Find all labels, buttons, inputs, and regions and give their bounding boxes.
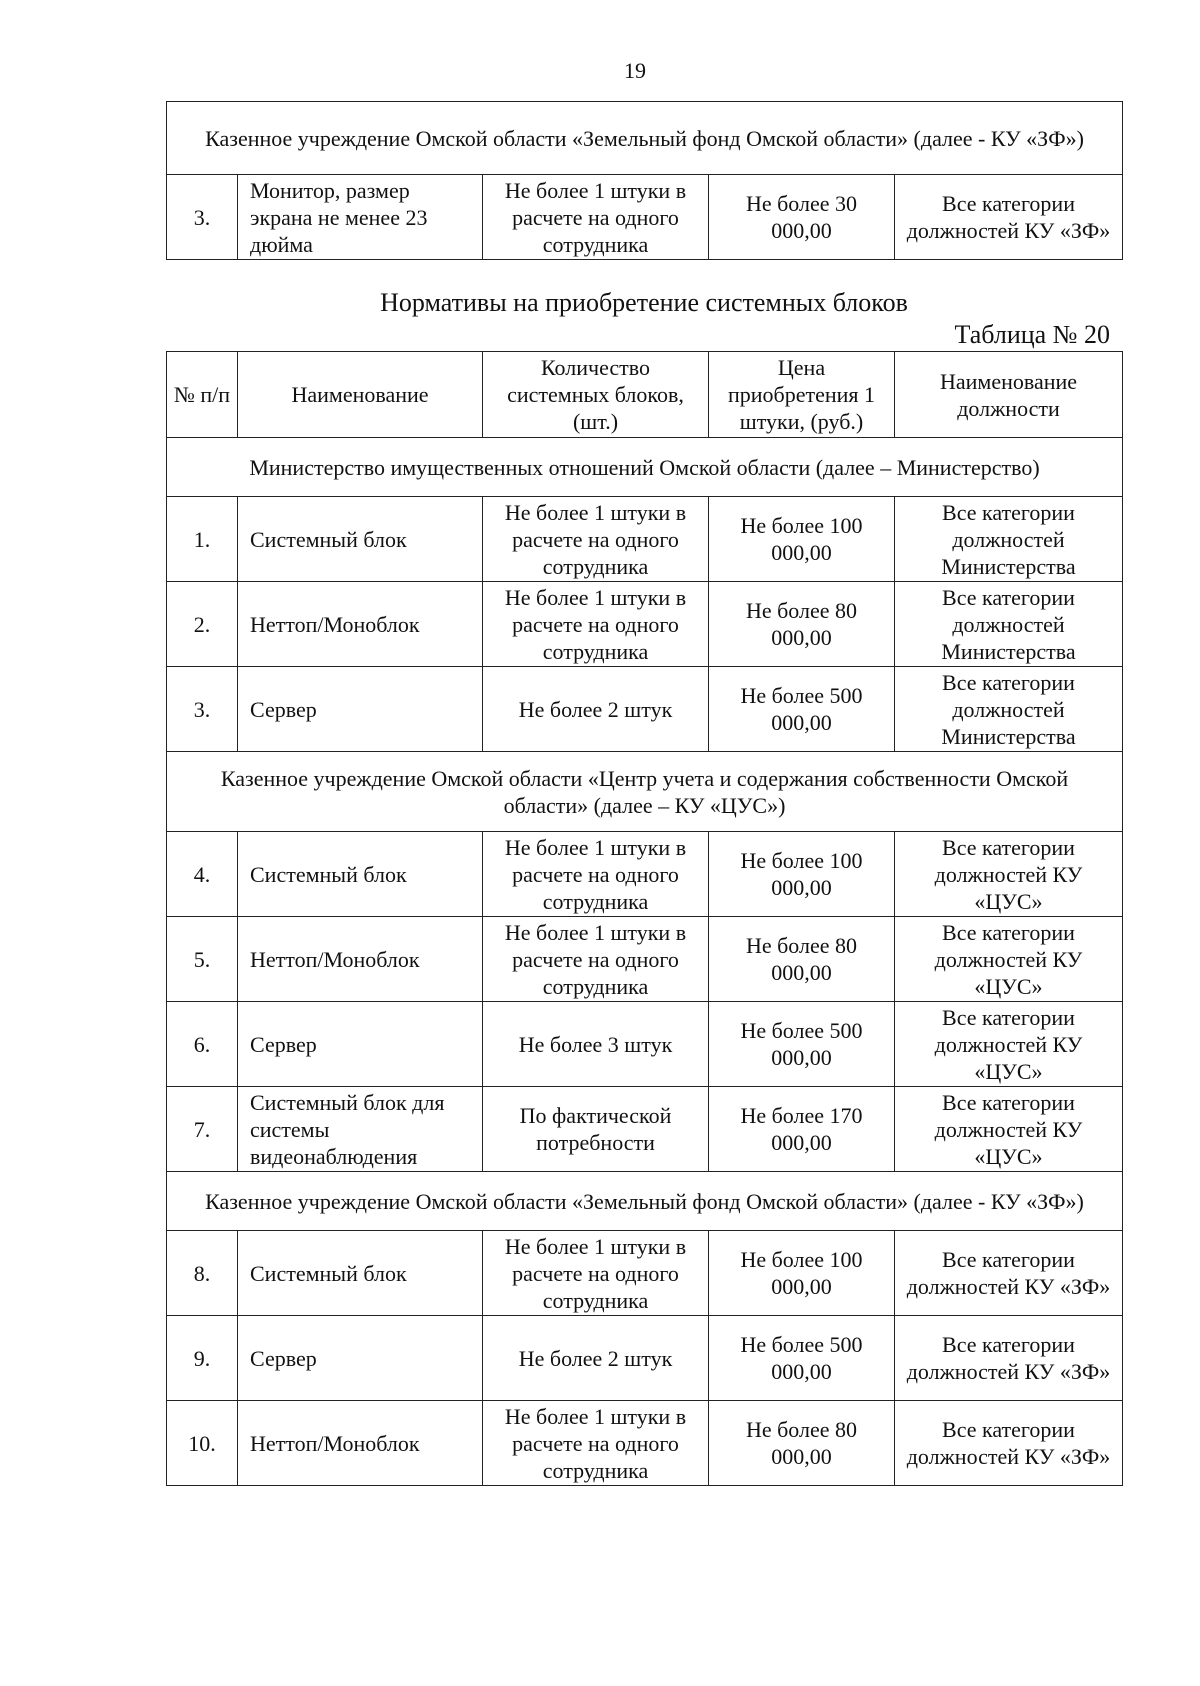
row-position: Все категории должностей КУ «ЦУС» <box>895 917 1123 1002</box>
row-quantity: Не более 1 штуки в расчете на одного сотрудника <box>483 917 709 1002</box>
row-name: Системный блок <box>238 497 483 582</box>
row-quantity: Не более 1 штуки в расчете на одного сотрудника <box>483 497 709 582</box>
row-name: Системный блок <box>238 1231 483 1316</box>
table-row <box>167 582 1123 667</box>
row-position: Все категории должностей КУ «ЗФ» <box>895 175 1123 260</box>
row-quantity: Не более 1 штуки в расчете на одного сотрудника <box>483 832 709 917</box>
row-name: Монитор, размер экрана не менее 23 дюйма <box>238 175 483 260</box>
row-name: Сервер <box>238 1316 483 1401</box>
row-price: Не более 500 000,00 <box>709 1316 895 1401</box>
row-number: 6. <box>167 1002 238 1087</box>
header-quantity: Количество системных блоков, (шт.) <box>483 352 709 438</box>
section-row <box>167 1172 1123 1231</box>
row-number: 4. <box>167 832 238 917</box>
row-price: Не более 80 000,00 <box>709 582 895 667</box>
row-number: 10. <box>167 1401 238 1486</box>
row-number: 2. <box>167 582 238 667</box>
row-name: Неттоп/Моноблок <box>238 917 483 1002</box>
row-number: 1. <box>167 497 238 582</box>
table-row <box>167 917 1123 1002</box>
row-quantity: Не более 2 штук <box>483 1316 709 1401</box>
row-position: Все категории должностей Министерства <box>895 667 1123 752</box>
table-row <box>167 1316 1123 1401</box>
row-number: 3. <box>167 175 238 260</box>
continued-table <box>166 101 1123 260</box>
table-row <box>167 1087 1123 1172</box>
table-row <box>167 1401 1123 1486</box>
header-name: Наименование <box>238 352 483 438</box>
row-position: Все категории должностей Министерства <box>895 582 1123 667</box>
section-row <box>167 752 1123 832</box>
row-price: Не более 170 000,00 <box>709 1087 895 1172</box>
table-row <box>167 832 1123 917</box>
row-name: Сервер <box>238 1002 483 1087</box>
section-title: Казенное учреждение Омской области «Земельный фонд Омской области» (далее - КУ «ЗФ») <box>167 1172 1123 1231</box>
row-quantity: Не более 3 штук <box>483 1002 709 1087</box>
row-price: Не более 80 000,00 <box>709 917 895 1002</box>
section-title: Казенное учреждение Омской области «Земельный фонд Омской области» (далее - КУ «ЗФ») <box>167 102 1123 175</box>
section-heading: Нормативы на приобретение системных блоков <box>380 288 908 317</box>
section-title: Министерство имущественных отношений Омской области (далее – Министерство) <box>167 438 1123 497</box>
row-number: 7. <box>167 1087 238 1172</box>
row-price: Не более 100 000,00 <box>709 832 895 917</box>
row-position: Все категории должностей КУ «ЦУС» <box>895 832 1123 917</box>
table-header-row <box>167 352 1123 438</box>
row-position: Все категории должностей КУ «ЦУС» <box>895 1002 1123 1087</box>
section-title: Казенное учреждение Омской области «Центр учета и содержания собственности Омской области» (далее – КУ «ЦУС») <box>167 752 1123 832</box>
row-name: Системный блок <box>238 832 483 917</box>
table-row <box>167 175 1123 260</box>
row-quantity: По фактической потребности <box>483 1087 709 1172</box>
row-name: Неттоп/Моноблок <box>238 1401 483 1486</box>
header-position: Наименование должности <box>895 352 1123 438</box>
row-number: 3. <box>167 667 238 752</box>
table-caption: Таблица № 20 <box>954 320 1110 349</box>
row-position: Все категории должностей КУ «ЗФ» <box>895 1316 1123 1401</box>
row-position: Все категории должностей КУ «ЗФ» <box>895 1401 1123 1486</box>
row-quantity: Не более 1 штуки в расчете на одного сотрудника <box>483 1401 709 1486</box>
row-price: Не более 30 000,00 <box>709 175 895 260</box>
row-position: Все категории должностей КУ «ЗФ» <box>895 1231 1123 1316</box>
row-number: 5. <box>167 917 238 1002</box>
header-number: № п/п <box>167 352 238 438</box>
page-number: 19 <box>624 58 646 83</box>
row-quantity: Не более 1 штуки в расчете на одного сотрудника <box>483 175 709 260</box>
section-row <box>167 438 1123 497</box>
table-row <box>167 667 1123 752</box>
table-row <box>167 1231 1123 1316</box>
section-row <box>167 102 1123 175</box>
row-quantity: Не более 1 штуки в расчете на одного сотрудника <box>483 582 709 667</box>
row-position: Все категории должностей Министерства <box>895 497 1123 582</box>
row-price: Не более 80 000,00 <box>709 1401 895 1486</box>
row-name: Неттоп/Моноблок <box>238 582 483 667</box>
row-quantity: Не более 1 штуки в расчете на одного сотрудника <box>483 1231 709 1316</box>
row-price: Не более 500 000,00 <box>709 1002 895 1087</box>
row-number: 8. <box>167 1231 238 1316</box>
row-name: Сервер <box>238 667 483 752</box>
system-units-table <box>166 351 1123 1486</box>
row-quantity: Не более 2 штук <box>483 667 709 752</box>
row-price: Не более 500 000,00 <box>709 667 895 752</box>
row-number: 9. <box>167 1316 238 1401</box>
header-price: Цена приобретения 1 штуки, (руб.) <box>709 352 895 438</box>
row-name: Системный блок для системы видеонаблюдения <box>238 1087 483 1172</box>
row-price: Не более 100 000,00 <box>709 497 895 582</box>
row-price: Не более 100 000,00 <box>709 1231 895 1316</box>
table-row <box>167 1002 1123 1087</box>
table-row <box>167 497 1123 582</box>
row-position: Все категории должностей КУ «ЦУС» <box>895 1087 1123 1172</box>
